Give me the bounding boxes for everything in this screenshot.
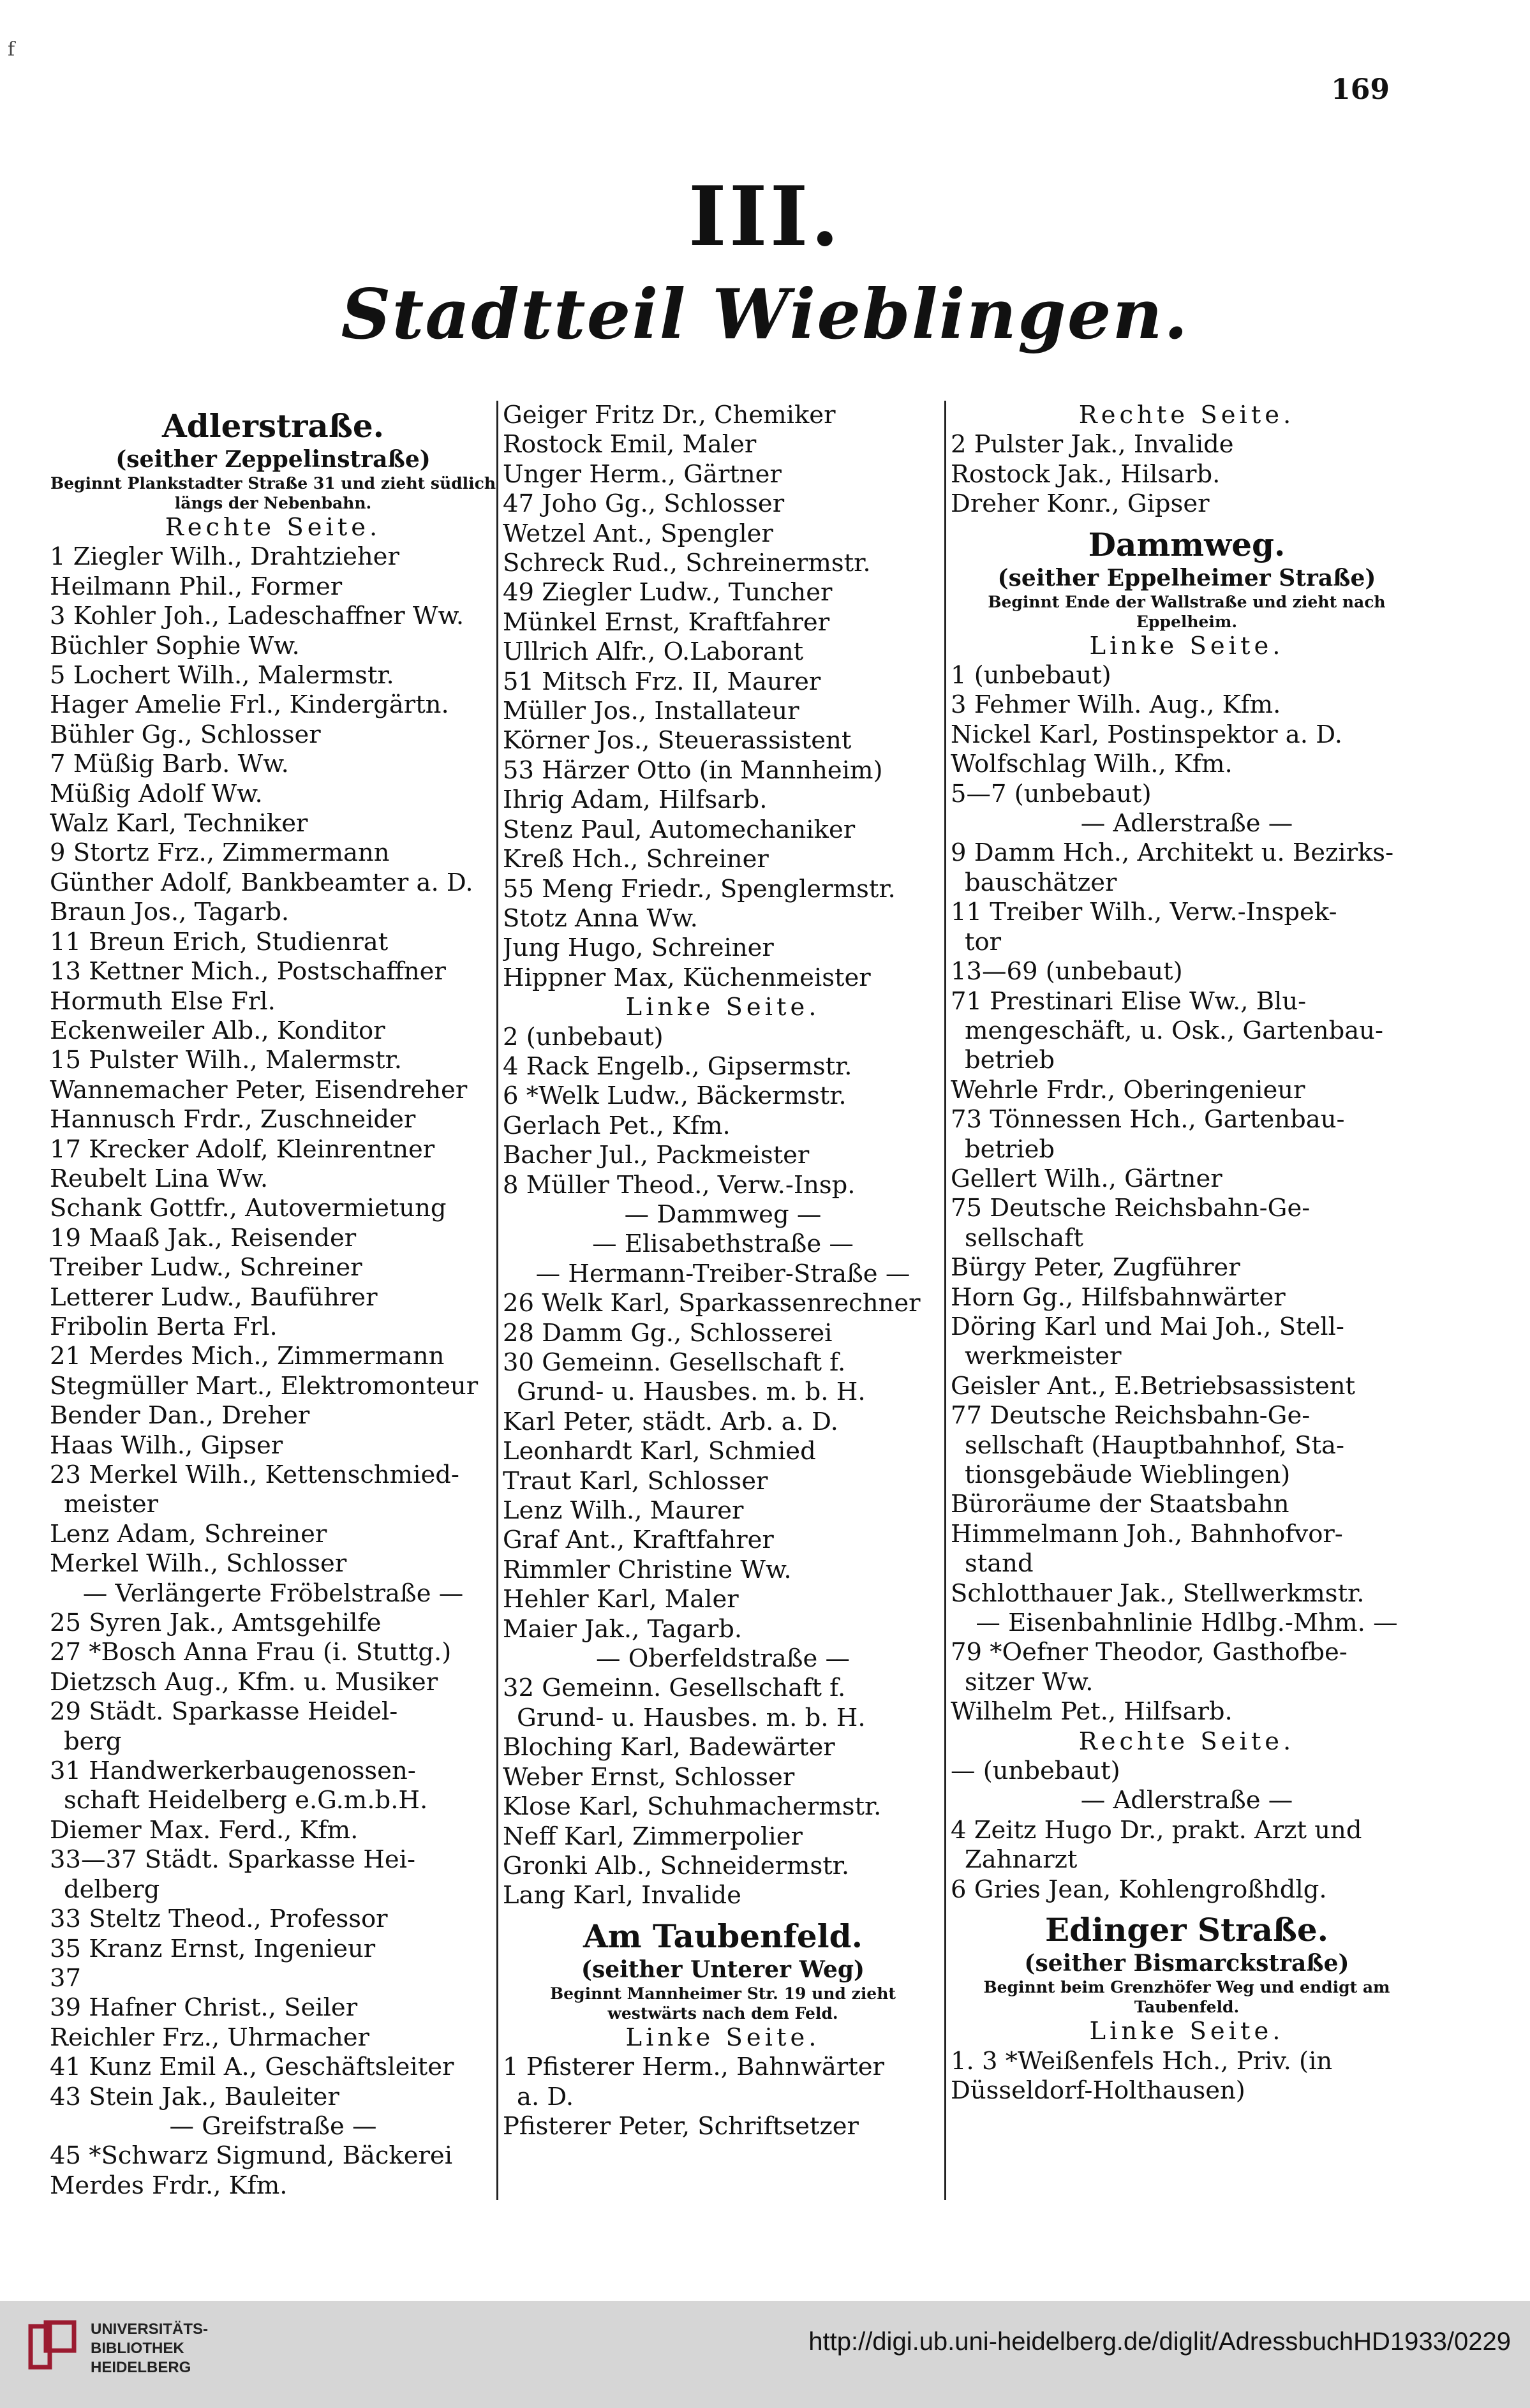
entry-line: Pfisterer Peter, Schriftsetzer <box>503 2111 859 2141</box>
entry-line: Karl Peter, städt. Arb. a. D. <box>503 1407 838 1436</box>
entry-line: Bürgy Peter, Zugführer <box>951 1253 1240 1282</box>
entry-line: 28 Damm Gg., Schlosserei <box>503 1318 833 1348</box>
cross-street: — Dammweg — <box>624 1200 822 1229</box>
side-heading: Linke Seite. <box>1089 2017 1284 2046</box>
entry-line: Treiber Ludw., Schreiner <box>50 1253 362 1282</box>
side-heading: Rechte Seite. <box>1078 401 1295 429</box>
entry-line: Hannusch Frdr., Zuschneider <box>50 1105 416 1134</box>
entry-line: Schlotthauer Jak., Stellwerkmstr. <box>951 1579 1365 1608</box>
entry-line: Wehrle Frdr., Oberingenieur <box>951 1075 1305 1104</box>
entry-line: 13 Kettner Mich., Postschaffner <box>50 957 446 986</box>
entry-line: 23 Merkel Wilh., Kettenschmied- <box>50 1460 459 1489</box>
entry-line: 7 Müßig Barb. Ww. <box>50 750 289 779</box>
cross-street: — Eisenbahnlinie Hdlbg.-Mhm. — <box>976 1609 1398 1638</box>
entry-line: 33—37 Städt. Sparkasse Hei- <box>50 1845 415 1875</box>
entry-line: 8 Müller Theod., Verw.-Insp. <box>503 1170 856 1200</box>
entry-line: 27 *Bosch Anna Frau (i. Stuttg.) <box>50 1638 452 1667</box>
entry-line: Gellert Wilh., Gärtner <box>951 1164 1222 1193</box>
street-heading: Am Taubenfeld. <box>583 1917 863 1955</box>
entry-line: 4 Rack Engelb., Gipsermstr. <box>503 1052 852 1081</box>
entry-continuation: bauschätzer <box>965 868 1117 897</box>
entry-line: — (unbebaut) <box>951 1757 1120 1786</box>
entry-line: 19 Maaß Jak., Reisender <box>50 1223 357 1252</box>
entry-line: 17 Krecker Adolf, Kleinrentner <box>50 1134 435 1164</box>
street-note: Beginnt Plankstadter Straße 31 und zieht südlich längs der Nebenbahn. <box>50 474 496 512</box>
entry-line: 29 Städt. Sparkasse Heidel- <box>50 1697 398 1727</box>
entry-continuation: sellschaft <box>965 1223 1083 1252</box>
entry-line: 9 Damm Hch., Architekt u. Bezirks- <box>951 838 1394 868</box>
former-name: (seither Eppelheimer Straße) <box>997 564 1376 591</box>
entry-line: 53 Härzer Otto (in Mannheim) <box>503 755 883 785</box>
entry-line: Maier Jak., Tagarb. <box>503 1614 743 1644</box>
street-heading: Adlerstraße. <box>161 407 385 445</box>
entry-line: Jung Hugo, Schreiner <box>503 933 774 963</box>
entry-line: Lenz Wilh., Maurer <box>503 1496 744 1526</box>
entry-line: 6 *Welk Ludw., Bäckermstr. <box>503 1081 847 1111</box>
entry-line: Düsseldorf-Holthausen) <box>951 2076 1245 2105</box>
column-divider <box>496 401 498 2200</box>
entry-line: 39 Hafner Christ., Seiler <box>50 1993 358 2023</box>
entry-line: Wilhelm Pet., Hilfsarb. <box>951 1697 1233 1727</box>
entry-line: 31 Handwerkerbaugenossen- <box>50 1757 416 1786</box>
entry-line: 25 Syren Jak., Amtsgehilfe <box>50 1609 382 1638</box>
cross-street: — Adlerstraße — <box>1080 809 1293 838</box>
entry-line: Rostock Emil, Maler <box>503 430 757 459</box>
entry-line: 3 Kohler Joh., Ladeschaffner Ww. <box>50 602 464 631</box>
cross-street: — Adlerstraße — <box>1080 1786 1293 1815</box>
entry-continuation: sitzer Ww. <box>965 1667 1094 1697</box>
former-name: (seither Zeppelinstraße) <box>115 446 431 473</box>
entry-line: Traut Karl, Schlosser <box>503 1466 768 1496</box>
entry-line: Diemer Max. Ferd., Kfm. <box>50 1815 359 1845</box>
entry-line: 71 Prestinari Elise Ww., Blu- <box>951 986 1307 1016</box>
page-number: 169 <box>1331 73 1390 106</box>
cross-street: — Greifstraße — <box>169 2111 377 2141</box>
entry-line: Reubelt Lina Ww. <box>50 1164 269 1193</box>
former-name: (seither Unterer Weg) <box>581 1956 865 1983</box>
logo-line: HEIDELBERG <box>91 2359 191 2376</box>
street-note: Beginnt beim Grenzhöfer Weg und endigt am Taubenfeld. <box>983 1978 1390 2017</box>
entry-continuation: stand <box>965 1549 1034 1579</box>
entry-line: Weber Ernst, Schlosser <box>503 1762 795 1792</box>
source-url-link[interactable]: http://digi.ub.uni-heidelberg.de/diglit/AdressbuchHD1933/0229 <box>808 2328 1511 2356</box>
library-logo-icon <box>27 2320 80 2374</box>
entry-line: Hormuth Else Frl. <box>50 986 276 1016</box>
entry-line: 51 Mitsch Frz. II, Maurer <box>503 667 821 696</box>
entry-line: 6 Gries Jean, Kohlengroßhdlg. <box>951 1875 1327 1904</box>
column-divider <box>944 401 946 2200</box>
entry-continuation: betrieb <box>965 1046 1055 1075</box>
entry-line: 1 Pfisterer Herm., Bahnwärter <box>503 2053 884 2082</box>
entry-line: Bloching Karl, Badewärter <box>503 1733 835 1762</box>
entry-continuation: delberg <box>64 1875 160 1904</box>
former-name: (seither Bismarckstraße) <box>1024 1950 1349 1977</box>
entry-line: Wolfschlag Wilh., Kfm. <box>951 750 1233 779</box>
entry-continuation: Grund- u. Hausbes. m. b. H. <box>517 1703 866 1732</box>
entry-line: Günther Adolf, Bankbeamter a. D. <box>50 868 473 897</box>
side-heading: Rechte Seite. <box>1078 1727 1295 1756</box>
entry-line: Stotz Anna Ww. <box>503 903 698 933</box>
entry-line: Heilmann Phil., Former <box>50 572 343 601</box>
street-heading: Dammweg. <box>1088 525 1286 563</box>
entry-line: Nickel Karl, Postinspektor a. D. <box>951 720 1342 749</box>
entry-line: Neff Karl, Zimmerpolier <box>503 1822 803 1851</box>
entry-line: 13—69 (unbebaut) <box>951 957 1183 986</box>
part-heading: III. <box>688 169 842 265</box>
entry-line: Bender Dan., Dreher <box>50 1401 310 1431</box>
entry-continuation: mengeschäft, u. Osk., Gartenbau- <box>965 1016 1383 1045</box>
entry-line: 1 (unbebaut) <box>951 661 1111 690</box>
entry-line: 32 Gemeinn. Gesellschaft f. <box>503 1674 846 1703</box>
entry-continuation: a. D. <box>517 2082 574 2111</box>
entry-line: 2 Pulster Jak., Invalide <box>951 430 1234 459</box>
entry-line: 5 Lochert Wilh., Malermstr. <box>50 661 394 690</box>
entry-line: Ihrig Adam, Hilfsarb. <box>503 785 768 815</box>
entry-line: 33 Steltz Theod., Professor <box>50 1905 388 1934</box>
column-2 <box>503 401 943 2141</box>
side-heading: Rechte Seite. <box>165 513 382 542</box>
entry-continuation: Grund- u. Hausbes. m. b. H. <box>517 1378 866 1407</box>
entry-line: 1. 3 *Weißenfels Hch., Priv. (in <box>951 2046 1333 2076</box>
logo-line: BIBLIOTHEK <box>91 2340 184 2357</box>
corner-mark: f <box>8 38 15 61</box>
entry-line: Horn Gg., Hilfsbahnwärter <box>951 1282 1286 1312</box>
entry-line: 5—7 (unbebaut) <box>951 779 1152 808</box>
entry-line: Himmelmann Joh., Bahnhofvor- <box>951 1519 1343 1549</box>
entry-line: Haas Wilh., Gipser <box>50 1431 283 1460</box>
entry-line: Merdes Frdr., Kfm. <box>50 2171 288 2200</box>
side-heading: Linke Seite. <box>1089 631 1284 660</box>
column-1 <box>50 401 496 2201</box>
entry-line: 1 Ziegler Wilh., Drahtzieher <box>50 542 399 572</box>
entry-line: Münkel Ernst, Kraftfahrer <box>503 607 830 637</box>
entry-line: 47 Joho Gg., Schlosser <box>503 489 785 519</box>
entry-continuation: tionsgebäude Wieblingen) <box>965 1460 1291 1489</box>
entry-line: Hippner Max, Küchenmeister <box>503 963 871 992</box>
entry-continuation: sellschaft (Hauptbahnhof, Sta- <box>965 1431 1344 1460</box>
cross-street: — Hermann-Treiber-Straße — <box>535 1259 910 1288</box>
entry-line: Klose Karl, Schuhmachermstr. <box>503 1792 882 1822</box>
entry-continuation: schaft Heidelberg e.G.m.b.H. <box>64 1786 428 1815</box>
entry-line: 79 *Oefner Theodor, Gasthofbe- <box>951 1638 1348 1667</box>
cross-street: — Verlängerte Fröbelstraße — <box>82 1579 464 1608</box>
entry-line: 4 Zeitz Hugo Dr., prakt. Arzt und <box>951 1815 1362 1845</box>
entry-continuation: werkmeister <box>965 1342 1122 1371</box>
entry-continuation: berg <box>64 1727 122 1756</box>
entry-line: Müller Jos., Installateur <box>503 697 799 726</box>
entry-line: Schreck Rud., Schreinermstr. <box>503 549 871 578</box>
entry-line: Rostock Jak., Hilsarb. <box>951 459 1221 489</box>
entry-continuation: betrieb <box>965 1134 1055 1164</box>
logo-line: UNIVERSITÄTS- <box>91 2321 209 2338</box>
cross-street: — Oberfeldstraße — <box>596 1644 850 1674</box>
entry-line: Bühler Gg., Schlosser <box>50 720 321 749</box>
entry-line: 77 Deutsche Reichsbahn-Ge- <box>951 1401 1311 1431</box>
library-logo-text <box>91 2320 208 2377</box>
entry-line: Büroräume der Staatsbahn <box>951 1490 1289 1519</box>
entry-line: Geisler Ant., E.Betriebsassistent <box>951 1371 1355 1401</box>
street-note: Beginnt Ende der Wallstraße und zieht nach Eppelheim. <box>988 592 1386 631</box>
entry-line: Graf Ant., Kraftfahrer <box>503 1526 774 1555</box>
entry-line: Müßig Adolf Ww. <box>50 779 263 808</box>
entry-continuation: tor <box>965 927 1002 956</box>
entry-line: Bacher Jul., Packmeister <box>503 1141 810 1170</box>
street-note: Beginnt Mannheimer Str. 19 und zieht westwärts nach dem Feld. <box>550 1984 896 2023</box>
side-heading: Linke Seite. <box>625 2023 821 2052</box>
entry-line: 15 Pulster Wilh., Malermstr. <box>50 1046 402 1075</box>
entry-line: Döring Karl und Mai Joh., Stell- <box>951 1312 1344 1341</box>
entry-line: 45 *Schwarz Sigmund, Bäckerei <box>50 2141 453 2171</box>
entry-line: Letterer Ludw., Bauführer <box>50 1282 378 1312</box>
entry-line: 3 Fehmer Wilh. Aug., Kfm. <box>951 690 1281 720</box>
entry-continuation: meister <box>64 1490 159 1519</box>
entry-line: Lang Karl, Invalide <box>503 1881 741 1910</box>
footer-bar <box>0 2301 1530 2408</box>
entry-line: Dreher Konr., Gipser <box>951 489 1210 519</box>
entry-line: 30 Gemeinn. Gesellschaft f. <box>503 1348 846 1377</box>
entry-line: Rimmler Christine Ww. <box>503 1555 792 1584</box>
entry-line: Eckenweiler Alb., Konditor <box>50 1016 385 1045</box>
entry-continuation: Zahnarzt <box>965 1845 1078 1875</box>
entry-line: 26 Welk Karl, Sparkassenrechner <box>503 1289 921 1318</box>
entry-line: Braun Jos., Tagarb. <box>50 898 290 927</box>
entry-line: Stenz Paul, Automechaniker <box>503 815 856 844</box>
entry-line: Reichler Frz., Uhrmacher <box>50 2023 369 2052</box>
side-heading: Linke Seite. <box>625 993 821 1022</box>
entry-line: Wetzel Ant., Spengler <box>503 519 773 548</box>
entry-line: Kreß Hch., Schreiner <box>503 845 769 874</box>
entry-line: Gronki Alb., Schneidermstr. <box>503 1851 850 1880</box>
entry-line: Wannemacher Peter, Eisendreher <box>50 1075 468 1104</box>
entry-line: 11 Breun Erich, Studienrat <box>50 927 389 956</box>
entry-line: 55 Meng Friedr., Spenglermstr. <box>503 874 896 903</box>
entry-line: 73 Tönnessen Hch., Gartenbau- <box>951 1105 1345 1134</box>
entry-line: Fribolin Berta Frl. <box>50 1312 278 1341</box>
entry-line: 35 Kranz Ernst, Ingenieur <box>50 1934 376 1963</box>
entry-line: 75 Deutsche Reichsbahn-Ge- <box>951 1194 1311 1223</box>
entry-line: Dietzsch Aug., Kfm. u. Musiker <box>50 1667 438 1697</box>
entry-line: Büchler Sophie Ww. <box>50 631 300 660</box>
entry-line: Hehler Karl, Maler <box>503 1585 739 1614</box>
entry-line: 9 Stortz Frz., Zimmermann <box>50 838 390 868</box>
entry-line: Leonhardt Karl, Schmied <box>503 1437 816 1466</box>
entry-line: Körner Jos., Steuerassistent <box>503 726 852 755</box>
entry-line: Gerlach Pet., Kfm. <box>503 1111 731 1140</box>
street-heading: Edinger Straße. <box>1044 1911 1329 1949</box>
entry-line: 2 (unbebaut) <box>503 1022 664 1052</box>
column-3 <box>951 401 1423 2106</box>
entry-line: Unger Herm., Gärtner <box>503 459 782 489</box>
entry-line: Lenz Adam, Schreiner <box>50 1519 327 1549</box>
entry-line: Ullrich Alfr., O.Laborant <box>503 637 804 667</box>
entry-line: 43 Stein Jak., Bauleiter <box>50 2082 339 2111</box>
entry-line: 41 Kunz Emil A., Geschäftsleiter <box>50 2053 454 2082</box>
entry-line: Schank Gottfr., Autovermietung <box>50 1194 447 1223</box>
entry-line: 21 Merdes Mich., Zimmermann <box>50 1342 445 1371</box>
cross-street: — Elisabethstraße — <box>592 1230 854 1259</box>
entry-line: 37 <box>50 1963 81 1993</box>
entry-line: 11 Treiber Wilh., Verw.-Inspek- <box>951 898 1337 927</box>
district-title: Stadtteil Wieblingen. <box>341 274 1189 355</box>
entry-line: Hager Amelie Frl., Kindergärtn. <box>50 690 449 720</box>
entry-line: Stegmüller Mart., Elektromonteur <box>50 1371 479 1401</box>
entry-line: Geiger Fritz Dr., Chemiker <box>503 401 836 429</box>
entry-line: Merkel Wilh., Schlosser <box>50 1549 347 1579</box>
entry-line: Walz Karl, Techniker <box>50 809 308 838</box>
entry-line: 49 Ziegler Ludw., Tuncher <box>503 578 833 607</box>
